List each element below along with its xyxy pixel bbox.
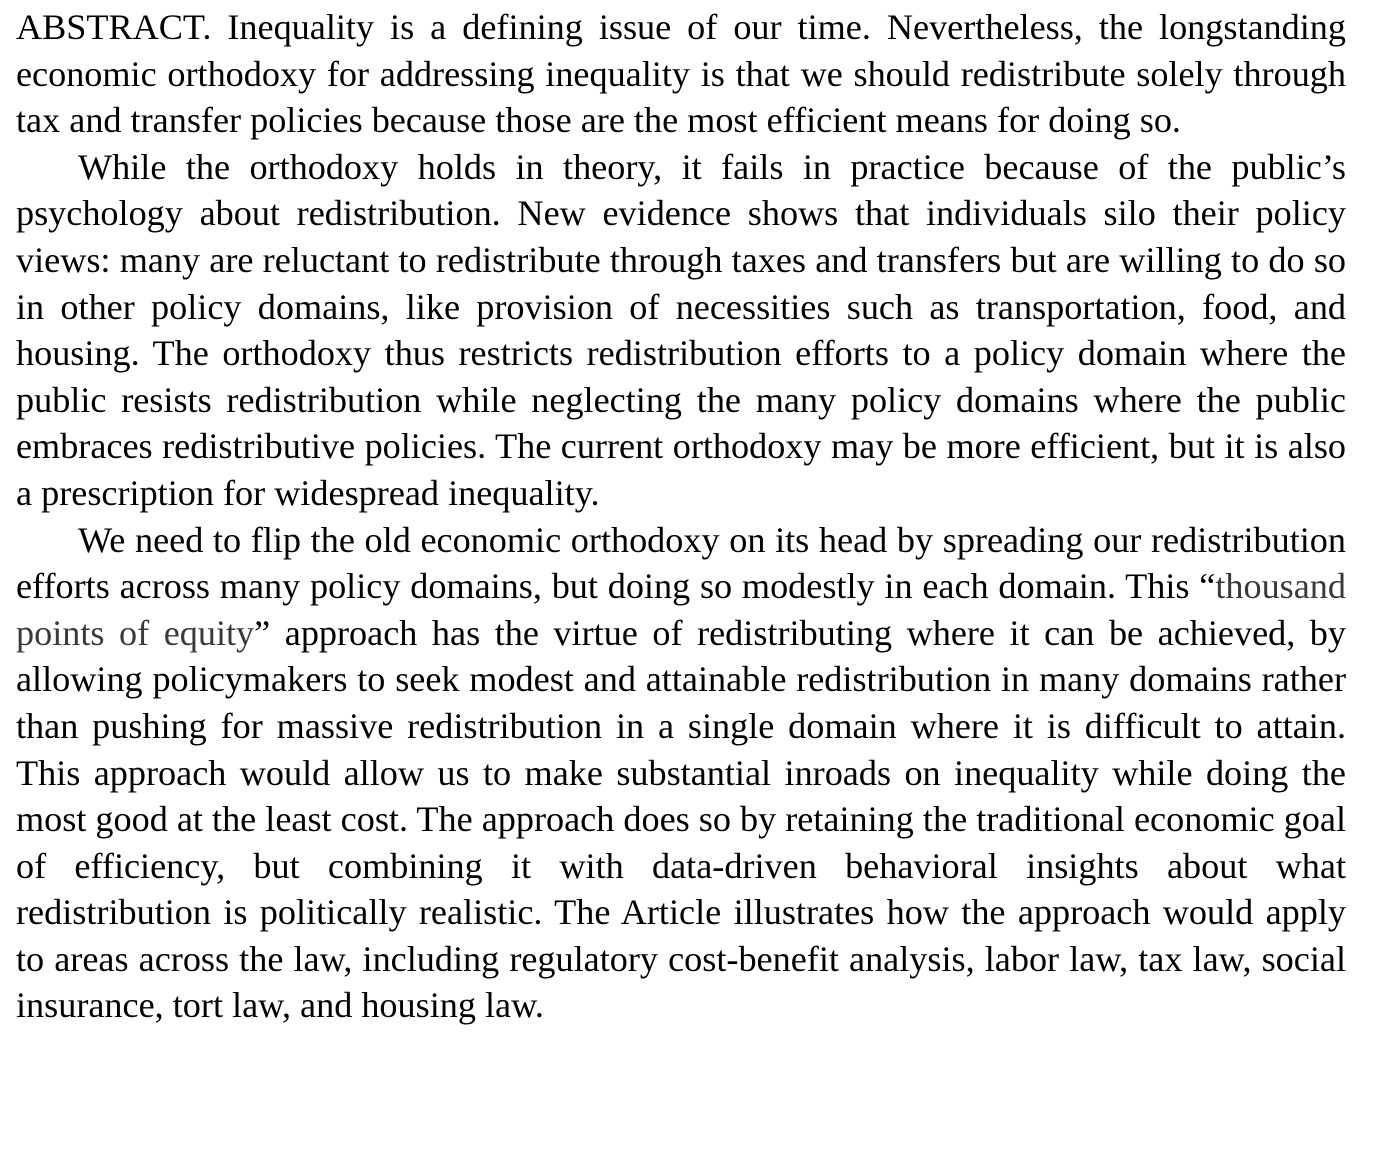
abstract-paragraph-2: While the orthodoxy holds in theory, it fails in practice because of the public’s psychology about redistribution. New evidence shows that individuals silo their policy views: many are reluctant to redistribute through taxes and transfers but are willing to do so in other policy domains, like provision of necessities such as transportation, food, and housing. The orthodoxy thus restricts redistribution efforts to a policy domain where the public resists redistribution while neglecting the many policy domains where the public embraces redistributive policies. The current orthodoxy may be more efficient, but it is also a prescription for widespread inequality. bbox=[16, 146, 1346, 513]
abstract-text bbox=[16, 4, 1346, 1029]
abstract-paragraph-1: ABSTRACT. Inequality is a defining issue of our time. Nevertheless, the longstanding economic orthodoxy for addressing inequality is that we should redistribute solely through tax and transfer policies because those are the most efficient means for doing so. bbox=[16, 7, 1346, 141]
abstract-paragraph-3 bbox=[16, 517, 1346, 1030]
paragraph-3-lead: We need to flip the old economic orthodoxy on its head by spreading our redistribution efforts across many policy domains, but doing so modestly in each domain. This “ bbox=[16, 519, 1346, 607]
quoted-phrase: thousand points of equity bbox=[16, 566, 1346, 653]
paragraph-3-rest: ” approach has the virtue of redistributing where it can be achieved, by allowing policymakers to seek modest and attainable redistribution in many domains rather than pushing for massive redistribution in a single domain where it is difficult to attain. This approach would allow us to make substantial inroads on inequality while doing the most good at the least cost. The approach does so by retaining the traditional economic goal of efficiency, but combining it with data-driven behavioral insights about what redistribution is politically realistic. The Article illustrates how the approach would apply to areas across the law, including regulatory cost-benefit analysis, labor law, tax law, social insurance, tort law, and housing law. bbox=[16, 612, 1346, 1026]
